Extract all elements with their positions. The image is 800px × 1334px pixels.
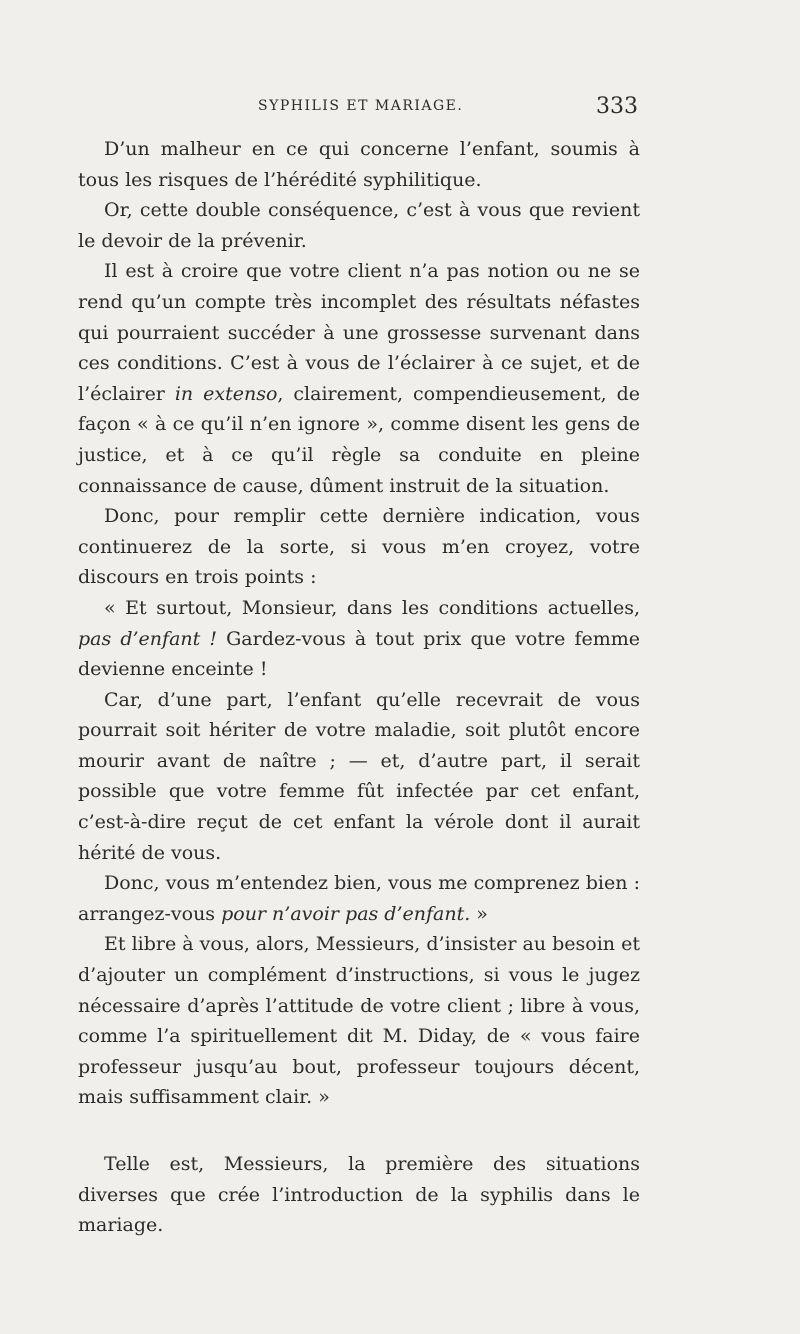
paragraph: Donc, pour remplir cette dernière indication, vous continuerez de la sorte, si vous m’en croyez, votre discours en trois points : (78, 505, 640, 589)
page-header (78, 94, 638, 124)
italic-phrase: in extenso (174, 382, 278, 405)
paragraph: Et libre à vous, alors, Messieurs, d’insister au besoin et d’ajouter un complément d’instructions, si vous le jugez nécessaire d’après l’attitude de votre client ; libre à vous, comme l’a spirituellement dit M. Diday, de « vous faire professeur jusqu’au bout, professeur toujours décent, mais suffisamment clair. » (78, 933, 640, 1109)
page-number: 333 (596, 94, 638, 119)
paragraph: Donc, vous m’entendez bien, vous me comprenez bien : arrangez-vous pour n’avoir pas d’enfant. » (78, 872, 640, 925)
paragraph: Telle est, Messieurs, la première des situations diverses que crée l’introduction de la syphilis dans le mariage. (78, 1153, 640, 1237)
paragraph: Car, d’une part, l’enfant qu’elle recevrait de vous pourrait soit hériter de votre maladie, soit plutôt encore mourir avant de naître ; — et, d’autre part, il serait possible que votre femme fût infectée par cet enfant, c’est-à-dire reçut de cet enfant la vérole dont il aurait hérité de vous. (78, 688, 640, 864)
running-title: SYPHILIS ET MARIAGE. (258, 98, 464, 114)
italic-phrase: pas d’enfant ! (78, 627, 218, 650)
paragraph: Il est à croire que votre client n’a pas notion ou ne se rend qu’un compte très incomplet des résultats néfastes qui pourraient succéder à une grossesse survenant dans ces conditions. C’est à vous de l’éclairer à ce sujet, et de l’éclairer in extenso, clairement, compendieusement, de façon « à ce qu’il n’en ignore », comme disent les gens de justice, et à ce qu’il règle sa conduite en pleine connaissance de cause, dûment instruit de la situation. (78, 260, 640, 497)
paragraph: Or, cette double conséquence, c’est à vous que revient le devoir de la prévenir. (78, 199, 640, 252)
paragraph: « Et surtout, Monsieur, dans les conditions actuelles, pas d’enfant ! Gardez-vous à tout prix que votre femme devienne enceinte ! (78, 596, 640, 681)
italic-phrase: pour n’avoir pas d’enfant. (221, 902, 471, 925)
paragraph: D’un malheur en ce qui concerne l’enfant, soumis à tous les risques de l’hérédité syphilitique. (78, 138, 640, 191)
body-text (78, 134, 640, 1241)
